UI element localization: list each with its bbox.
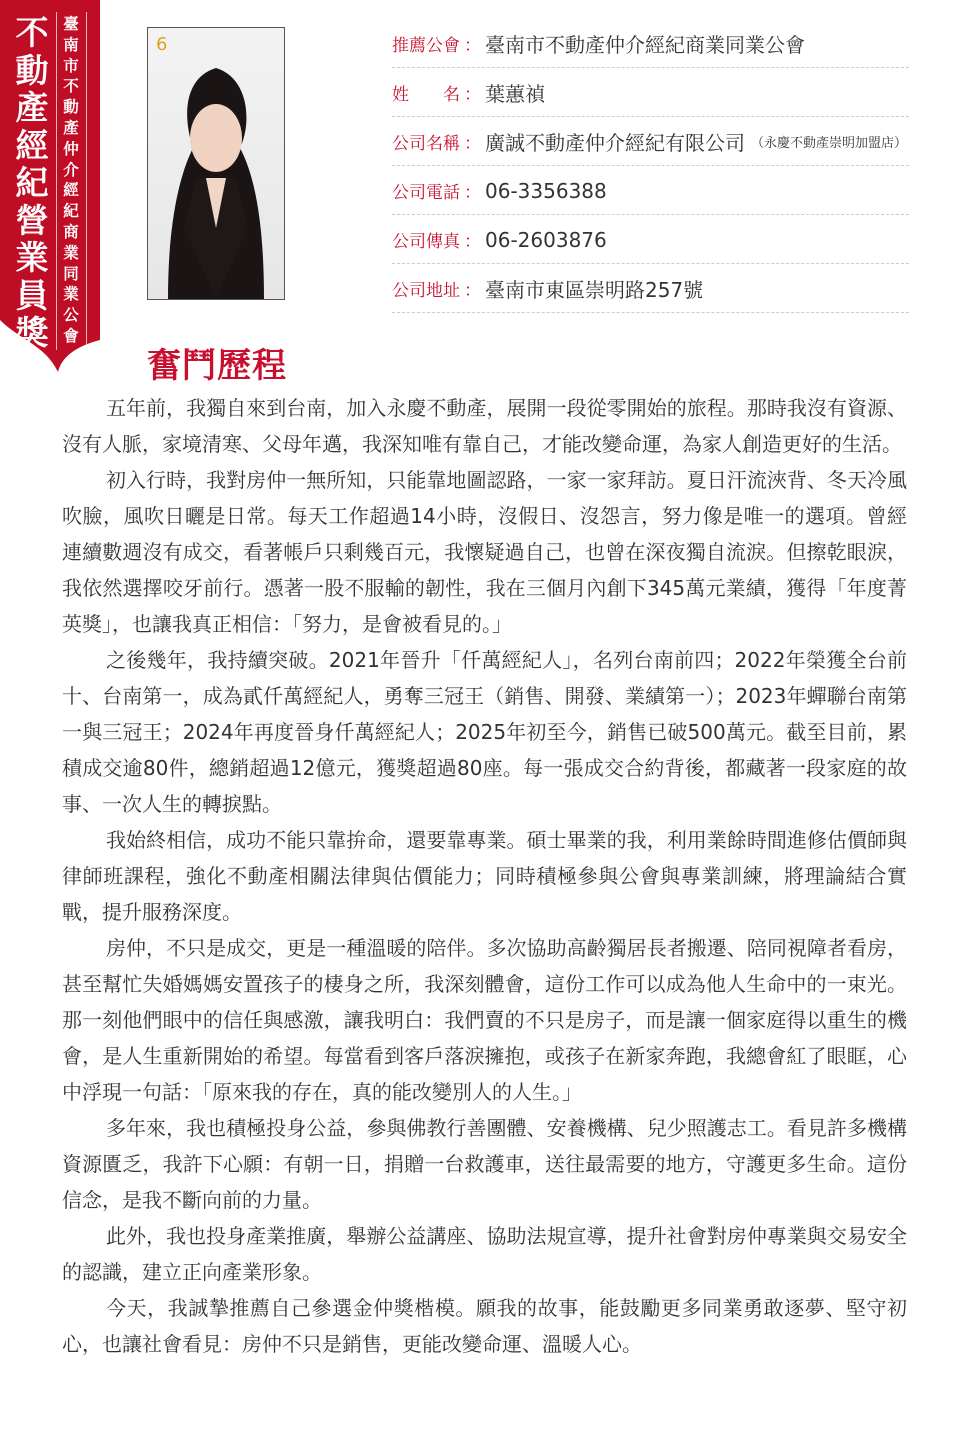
info-value: 06-2603876 — [485, 227, 607, 252]
colon: ： — [464, 232, 481, 252]
award-banner — [0, 0, 102, 375]
colon: ： — [464, 85, 481, 105]
award-organizer: 臺南市不動產仲介經紀商業同業公會 — [63, 15, 79, 345]
award-title: 不動產經紀營業員獎 — [15, 13, 49, 352]
info-label: 公司名稱 — [392, 134, 460, 154]
colon: ： — [464, 183, 481, 203]
info-row-address — [392, 265, 909, 313]
person-portrait-icon — [148, 28, 284, 299]
paragraph: 此外，我也投身產業推廣，舉辦公益講座、協助法規宣導，提升社會對房仲專業與交易安全的認識，建立正向產業形象。 — [62, 1224, 907, 1284]
banner-divider — [86, 12, 87, 350]
info-value: 臺南市不動產仲介經紀商業同業公會 — [485, 33, 805, 57]
paragraph: 房仲，不只是成交，更是一種溫暖的陪伴。多次協助高齡獨居長者搬遷、陪同視障者看房，甚至幫忙失婚媽媽安置孩子的棲身之所，我深刻體會，這份工作可以成為他人生命中的一束光。那一刻他們眼中的信任與感激，讓我明白：我們賣的不只是房子，而是讓一個家庭得以重生的機會，是人生重新開始的希望。每當看到客戶落淚擁抱，或孩子在新家奔跑，我總會紅了眼眶，心中浮現一句話：「原來我的存在，真的能改變別人的人生。」 — [62, 936, 907, 1104]
info-value: 葉蕙禎 — [485, 82, 545, 106]
info-value: 臺南市東區崇明路257號 — [485, 278, 704, 302]
candidate-info — [392, 20, 909, 314]
info-row-phone — [392, 167, 909, 215]
info-label: 姓 名 — [392, 85, 460, 105]
colon: ： — [464, 281, 481, 301]
info-value: 廣誠不動產仲介經紀有限公司 — [485, 131, 745, 155]
paragraph: 我始終相信，成功不能只靠拚命，還要靠專業。碩士畢業的我，利用業餘時間進修估價師與律師班課程，強化不動產相關法律與估價能力；同時積極參與公會與專業訓練，將理論結合實戰，提升服務深度。 — [62, 828, 907, 924]
paragraph: 之後幾年，我持續突破。2021年晉升「仟萬經紀人」，名列台南前四；2022年榮獲全台前十、台南第一，成為貳仟萬經紀人，勇奪三冠王（銷售、開發、業績第一）；2023年蟬聯台南第一與三冠王；2024年再度晉身仟萬經紀人；2025年初至今，銷售已破500萬元。截至目前，累積成交逾80件，總銷超過12億元，獲獎超過80座。每一張成交合約背後，都藏著一段家庭的故事、一次人生的轉捩點。 — [62, 648, 907, 816]
info-row-fax — [392, 216, 909, 264]
info-row-company — [392, 118, 909, 166]
paragraph: 多年來，我也積極投身公益，參與佛教行善團體、安養機構、兒少照護志工。看見許多機構資源匱乏，我許下心願：有朝一日，捐贈一台救護車，送往最需要的地方，守護更多生命。這份信念，是我不斷向前的力量。 — [62, 1116, 907, 1212]
info-row-name — [392, 69, 909, 117]
info-label: 公司傳真 — [392, 232, 460, 252]
info-label: 公司電話 — [392, 183, 460, 203]
paragraph: 五年前，我獨自來到台南，加入永慶不動產，展開一段從零開始的旅程。那時我沒有資源、沒有人脈，家境清寒、父母年邁，我深知唯有靠自己，才能改變命運，為家人創造更好的生活。 — [62, 396, 907, 456]
colon: ： — [464, 134, 481, 154]
story-body — [62, 390, 907, 1362]
banner-divider — [56, 12, 57, 350]
section-heading: 奮鬥歷程 — [147, 346, 287, 386]
info-note: （永慶不動產崇明加盟店） — [751, 136, 908, 151]
candidate-photo — [147, 27, 285, 300]
paragraph: 初入行時，我對房仲一無所知，只能靠地圖認路，一家一家拜訪。夏日汗流浹背、冬天冷風吹臉，風吹日曬是日常。每天工作超過14小時，沒假日、沒怨言，努力像是唯一的選項。曾經連續數週沒有成交，看著帳戶只剩幾百元，我懷疑過自己，也曾在深夜獨自流淚。但擦乾眼淚，我依然選擇咬牙前行。憑著一股不服輸的韌性，我在三個月內創下345萬元業績，獲得「年度菁英獎」，也讓我真正相信：「努力，是會被看見的。」 — [62, 468, 907, 636]
paragraph: 今天，我誠摯推薦自己參選金仲獎楷模。願我的故事，能鼓勵更多同業勇敢逐夢、堅守初心，也讓社會看見：房仲不只是銷售，更能改變命運、溫暖人心。 — [62, 1296, 907, 1356]
info-row-association — [392, 20, 909, 68]
colon: ： — [464, 36, 481, 56]
svg-text:6: 6 — [156, 34, 168, 55]
info-label: 公司地址 — [392, 281, 460, 301]
info-label: 推薦公會 — [392, 36, 460, 56]
info-value: 06-3356388 — [485, 178, 607, 203]
